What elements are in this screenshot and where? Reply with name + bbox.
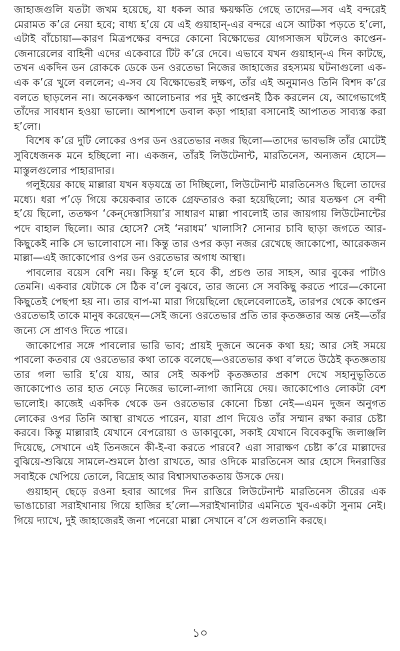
paragraph: জাকোপোর সঙ্গে পাবলোর ভারি ভাব; প্রায়ই দুজনে অনেক কথা হয়; আর সেই সময়ে পাবলো কতবার যে ওরতেভার কথা তাকে বলেছে—ওরতেভার কথা ব’লতে উঠেই কৃতজ্ঞতায় তার গলা ভারি হ’য়ে যায়, আর সেই অকপট কৃতজ্ঞতার প্রকাশ দেখে সহানুভূতিতে জাকোপোও তার হাত নেড়ে নিজের ভালো-লাগা জানিয়ে দেয়। জাকোপোও লোকটা বেশ ভালোই। কাজেই একদিক থেকে ডন ওরতেভার কোনো চিন্তা নেই—এমন দুজন অনুগত লোকের ওপর তিনি আস্থা রাখতে পারেন, যারা প্রাণ দিয়েও তাঁর সম্মান রক্ষা করার চেষ্টা করবে। কিন্তু মাল্লারাই যেখানে বেপরোয়া ও ডাকাবুকো, সকাই যেখানে বিবেকবুদ্ধি জলাঞ্জলি দিয়েছে, সেখানে এই তিনজনে কী-ই-বা করতে পারবে? এরা সারাক্ষণ চেষ্টা ক’রে মাল্লাদের বুঝিয়ে-শুঝিয়ে সামলে-শুমলে ঠাণ্ডা রাখতে, আর ওদিকে মারতিনেস আর হোসে দিনরাত্তির সবাইকে খেপিয়ে তোলে, বিদ্রোহ আর বিশ্বাসঘাতকতায় উসকে দেয়। (14, 340, 386, 483)
paragraph: গুয়াহান্ ছেড়ে রওনা হবার আগের দিন রাত্তিরে লিউটেনান্ট মারতিনেস তীরের এক ভাঙাচোরা সরাইখানায় গিয়ে হাজির হ’লো—সরাইখানাটার এমনিতে খুব-একটা সুনাম নেই। গিয়ে দ্যাখে, দুই জাহাজেরই জনা পনেরো মাল্লা সেখানে ব’সে গুলতানি করছে। (14, 486, 386, 527)
paragraph: জাহাজগুলি যতটা জখম হয়েছে, যা ধকল আর ক্ষয়ক্ষতি গেছে তাদের—সব এই বন্দরেই মেরামত ক’রে নেয়া হবে; বাধ্য হ’য়ে যে এই গুয়াহান্-এর বন্দরে এসে আটকা পড়তে হ’লো, এটাই বাঁচোয়া—কারণ মিত্রপক্ষের বন্দরে কোনো বিক্ষোভের যোগসাজস ঘটলেও কাপ্তেন-জেনারেলের বাহিনী এদের একেবারে টিট ক’রে দেবে। এভাবে যখন গুয়াহান্-এ দিন কাটছে, তখন একদিন ডন রোককে ডেকে ডন ওরতেভা নিজের জাহাজের রহস্যময় ঘটনাগুলো এক-এক ক’রে খুলে বললেন; এ-সব যে বিক্ষোভেরই লক্ষণ, তাঁর এই অনুমানও তিনি বিশদ ক’রে বলতে ছাড়লেন না। অনেকক্ষণ আলোচনার পর দুই কাপ্তেনই ঠিক করলেন যে, আগেভাগেই তাঁদের সাবধান হওয়া ভালো। আশপাশে ডবাল কড়া পাহারা বসানোই আপাতত সাব্যস্ত করা হ’লো। (14, 5, 386, 133)
page-number: ১০ (192, 626, 208, 640)
paragraph: গলুইয়ের কাছে মাল্লারা যখন ষড়যন্ত্রে তা দিচ্ছিলো, লিউটেনান্ট মারতিনেসও ছিলো তাদের মধ্যে। ধরা প’ড়ে গিয়ে কয়েকবার তাকে গ্রেফতারও করা হয়েছিলো; আর যতক্ষণ সে বন্দী হ’য়ে ছিলো, ততক্ষণ ‘কেন্‌দেস্তাসিয়া’র সাধারণ মাল্লা পাবলোই তার জায়গায় লিউটেনান্টের পদে বাহাল ছিলো। আর হোসে? সেই ‘নরাধম’ খালাসি? সোনার চাবি ছাড়া জগতে আর-কিছুকেই নাকি সে ভালোবাসে না। কিন্তু তার ওপর কড়া নজর রেখেছে জাকোপো, আরেকজন মাল্লা—এই জাকোপোর ওপর ডন ওরতেভার অগাধ আস্থা। (14, 180, 386, 265)
paragraph: বিশেষ ক’রে দুটি লোকের ওপর ডন ওরতেভার নজর ছিলো—তাদের ভাবভঙ্গি তাঁর মোটেই সুবিধেজনক মনে হচ্ছিলো না। একজন, তাঁরই লিউটেনান্ট, মারতিনেস, অন্যজন হোসে—মাস্তুলগুলোর পাহারাদার। (14, 136, 386, 177)
paragraph: পাবলোর বয়েস বেশি নয়। কিন্তু হ’লে হবে কী, প্রচণ্ড তার সাহস, আর বুকের পাটাও তেমনি। একবার যেটাকে সে ঠিক ব’লে বুঝবে, তার জন্যে সে সবকিছু করতে পারে—কোনো কিছুতেই পেছপা হয় না। তার বাপ-মা মারা গিয়েছিলো ছেলেবেলাতেই, তারপর থেকে কাপ্তেন ওরতেভাই তাকে মানুষ করেছেন—সেই জন্যে ওরতেভার প্রতি তার কৃতজ্ঞতার অন্ত নেই—তাঁর জন্যে সে প্রাণও দিতে পারে। (14, 267, 386, 338)
